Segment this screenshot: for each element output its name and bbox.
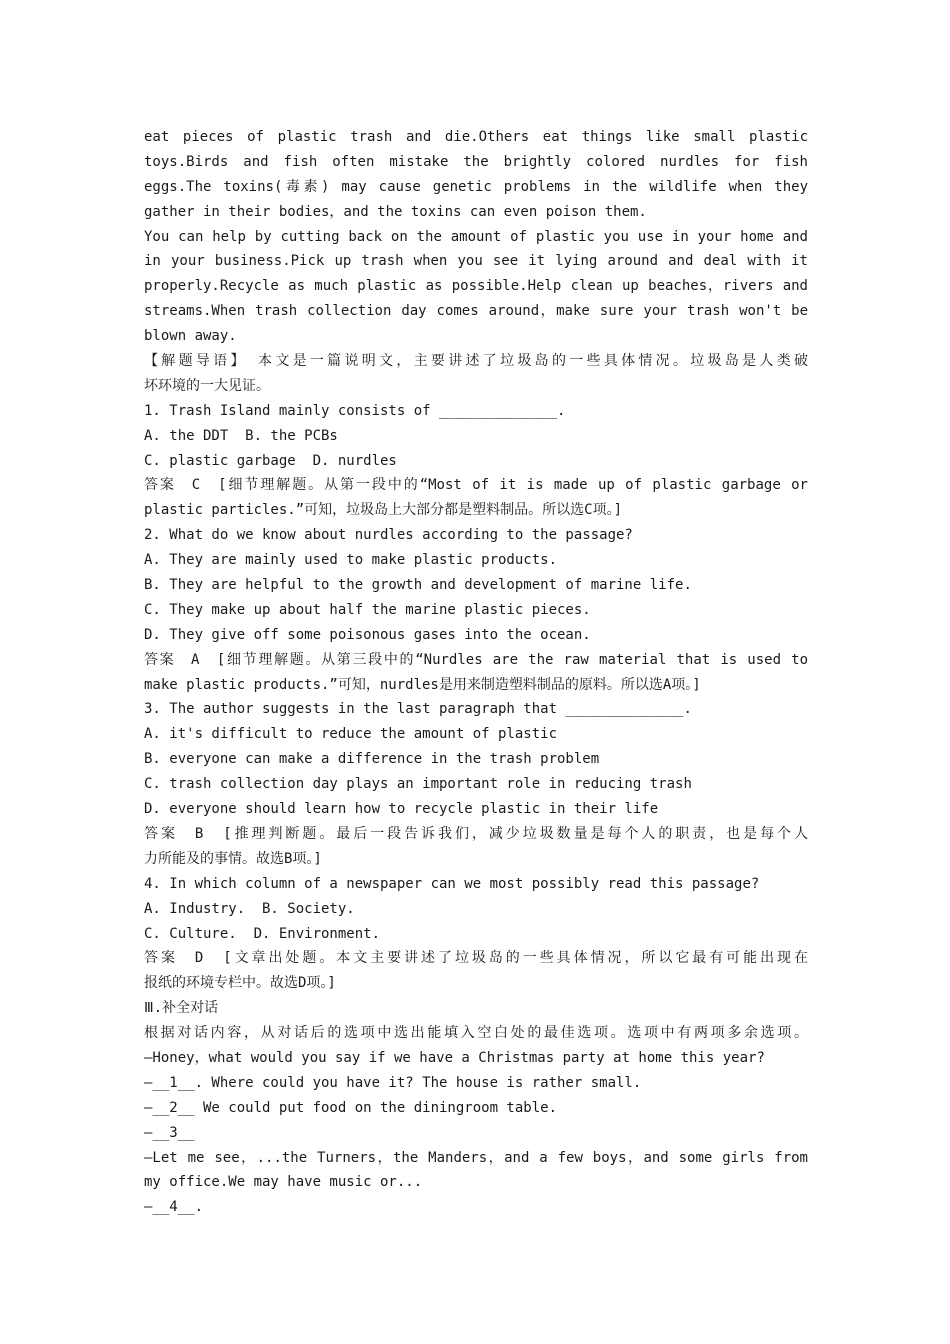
text-line: 力所能及的事情。故选B项。] (144, 850, 322, 867)
text-line: 答案 A [细节理解题。从第三段中的“Nurdles are the raw material that is used to (144, 651, 808, 668)
text-line: C. trash collection day plays an important role in reducing trash (144, 776, 692, 793)
text-line: my office.We may have music or... (144, 1174, 423, 1191)
text-line: B. They are helpful to the growth and development of marine life. (144, 577, 692, 594)
text-line: 答案 C [细节理解题。从第一段中的“Most of it is made up of plastic garbage or (144, 477, 808, 494)
text-line: 【解题导语】 本文是一篇说明文，主要讲述了垃圾岛的一些具体情况。垃圾岛是人类破 (144, 353, 808, 370)
text-line: A. the DDT B. the PCBs (144, 427, 338, 444)
text-line: plastic particles.”可知，垃圾岛上大部分都是塑料制品。所以选C项。] (144, 502, 623, 519)
text-line: —__1__. Where could you have it? The house is rather small. (144, 1074, 642, 1091)
text-line: properly.Recycle as much plastic as possible.Help clean up beaches，rivers and (144, 278, 808, 295)
text-line: 答案 D [文章出处题。本文主要讲述了垃圾岛的一些具体情况，所以它最有可能出现在 (144, 950, 808, 967)
text-line: 1. Trash Island mainly consists of ______________. (144, 402, 566, 419)
text-line: A. it's difficult to reduce the amount of plastic (144, 726, 558, 743)
text-line: C. Culture. D. Environment. (144, 925, 381, 942)
text-line: —__2__ We could put food on the diningroom table. (144, 1099, 558, 1116)
text-line: eat pieces of plastic trash and die.Others eat things like small plastic (144, 129, 808, 145)
text-line: eggs.The toxins(毒素) may cause genetic problems in the wildlife when they (144, 178, 808, 195)
text-line: 报纸的环境专栏中。故选D项。] (144, 975, 336, 992)
text-line: 根据对话内容，从对话后的选项中选出能填入空白处的最佳选项。选项中有两项多余选项。 (144, 1025, 808, 1042)
text-line: 3. The author suggests in the last paragraph that ______________. (144, 701, 692, 718)
text-line: You can help by cutting back on the amount of plastic you use in your home and (144, 228, 808, 245)
text-line: streams.When trash collection day comes around，make sure your trash won't be (144, 303, 808, 320)
text-line: 坏环境的一大见证。 (144, 377, 270, 394)
text-line: 4. In which column of a newspaper can we most possibly read this passage? (144, 875, 760, 892)
text-line: 答案 B [推理判断题。最后一段告诉我们，减少垃圾数量是每个人的职责，也是每个人 (144, 825, 808, 842)
document-page (144, 125, 808, 1220)
text-line: B. everyone can make a difference in the trash problem (144, 751, 600, 768)
text-line: toys.Birds and fish often mistake the brightly colored nurdles for fish (144, 153, 808, 170)
text-line: A. They are mainly used to make plastic products. (144, 552, 558, 569)
text-line: 2. What do we know about nurdles according to the passage? (144, 527, 633, 544)
text-line: C. plastic garbage D. nurdles (144, 452, 397, 469)
text-line: Ⅲ.补全对话 (144, 1000, 219, 1017)
text-line: —Let me see，...the Turners，the Manders，and a few boys，and some girls from (144, 1149, 808, 1166)
text-line: A. Industry. B. Society. (144, 900, 355, 917)
text-line: D. They give off some poisonous gases into the ocean. (144, 626, 591, 643)
text-line: in your business.Pick up trash when you see it lying around and deal with it (144, 253, 808, 270)
text-line: —__3__ (144, 1124, 195, 1141)
text-line: C. They make up about half the marine plastic pieces. (144, 601, 591, 618)
text-line: D. everyone should learn how to recycle plastic in their life (144, 801, 659, 818)
text-line: make plastic products.”可知，nurdles是用来制造塑料制品的原料。所以选A项。] (144, 676, 701, 693)
text-line: —Honey，what would you say if we have a Christmas party at home this year? (144, 1049, 765, 1066)
text-line: —__4__. (144, 1199, 204, 1216)
text-line: gather in their bodies，and the toxins can even poison them. (144, 203, 647, 220)
text-line: blown away. (144, 328, 237, 345)
